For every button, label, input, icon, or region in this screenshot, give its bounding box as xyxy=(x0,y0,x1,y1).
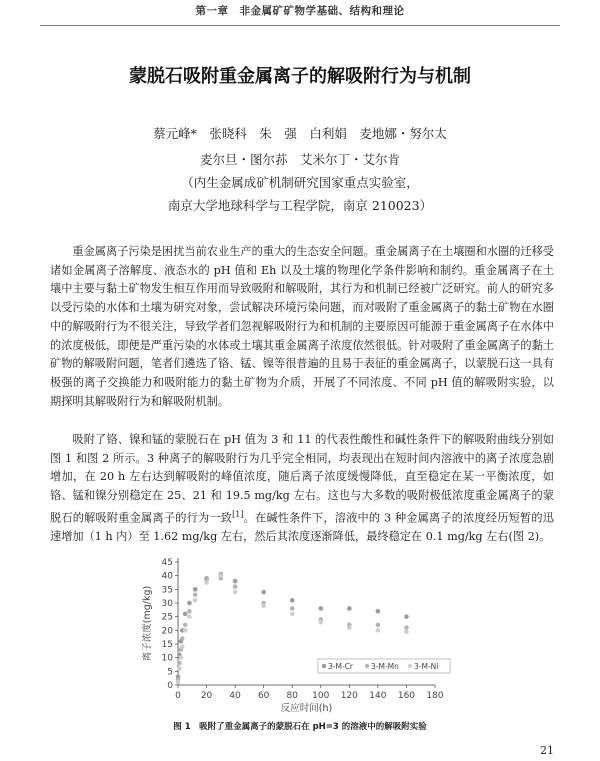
legend-label-3-m-cr: 3-M-Cr xyxy=(328,662,353,671)
x-tick-label: 180 xyxy=(426,691,444,701)
data-point-3-m-mn xyxy=(233,584,238,589)
y-tick-label: 45 xyxy=(161,558,173,568)
x-axis-label: 反应时间(h) xyxy=(280,703,333,714)
data-point-3-m-mn xyxy=(187,609,192,614)
data-point-3-m-ni xyxy=(404,629,409,634)
data-point-3-m-cr xyxy=(261,590,266,595)
data-point-3-m-ni xyxy=(261,603,266,608)
body-paragraph-2 xyxy=(50,431,554,547)
authors-line-2: 麦尔旦・图尔荪 艾米尔丁・艾尔肯 xyxy=(199,152,400,167)
data-point-3-m-cr xyxy=(187,601,192,606)
data-point-3-m-ni xyxy=(233,590,238,595)
data-point-3-m-mn xyxy=(180,636,185,641)
data-point-3-m-ni xyxy=(179,655,184,660)
x-tick-label: 80 xyxy=(286,691,298,701)
y-tick-label: 25 xyxy=(161,612,173,623)
data-point-3-m-cr xyxy=(183,612,188,617)
data-point-3-m-ni xyxy=(318,620,323,625)
data-point-3-m-cr xyxy=(347,606,352,611)
data-point-3-m-mn xyxy=(193,593,198,598)
x-tick-label: 20 xyxy=(200,691,213,701)
data-point-3-m-cr xyxy=(233,579,238,584)
x-tick-label: 140 xyxy=(369,691,387,701)
data-point-3-m-cr xyxy=(404,614,409,619)
data-point-3-m-cr xyxy=(318,606,323,611)
affiliation-line-2: 南京大学地球科学与工程学院，南京 210023） xyxy=(167,198,433,213)
data-point-3-m-ni xyxy=(219,573,224,578)
header-rule xyxy=(40,25,560,26)
y-tick-label: 20 xyxy=(161,626,173,637)
data-point-3-m-ni xyxy=(347,625,352,630)
x-tick-label: 120 xyxy=(340,691,358,701)
desorption-chart xyxy=(0,548,600,718)
running-header: 第一章 非金属矿矿物学基础、结构和理论 xyxy=(195,5,405,17)
x-tick-label: 0 xyxy=(175,691,181,701)
legend-marker-3-m-ni xyxy=(408,664,412,668)
data-point-3-m-mn xyxy=(290,606,295,611)
y-tick-label: 0 xyxy=(167,681,173,691)
data-point-3-m-ni xyxy=(180,644,185,649)
y-tick-label: 5 xyxy=(167,667,173,678)
affiliation-line-1: （内生金属成矿机制研究国家重点实验室， xyxy=(181,175,419,190)
data-point-3-m-cr xyxy=(376,609,381,614)
paragraph-2-text xyxy=(50,431,554,547)
data-point-3-m-ni xyxy=(176,680,181,685)
citation[interactable]: [1] xyxy=(232,509,244,519)
y-tick-label: 15 xyxy=(161,640,173,650)
data-point-3-m-ni xyxy=(204,580,209,585)
data-point-3-m-ni xyxy=(376,628,381,633)
x-tick-label: 60 xyxy=(257,691,270,701)
data-point-3-m-mn xyxy=(404,625,409,630)
legend-marker-3-m-mn xyxy=(365,664,369,668)
data-point-3-m-cr xyxy=(193,587,198,592)
paragraph-2-part-a: 吸附了铬、镍和锰的蒙脱石在 pH 值为 3 和 11 的代表性酸性和碱性条件下的解吸附曲线分别如图 1 和图 2 所示。3 种离子的解吸附行为几乎完全相同，均表现出在短时间内溶液中的离子浓度急剧增加，在 20 h 左右达到解吸附的峰值浓度，随后离子浓度缓慢降低，直至稳定在某一平衡浓度，如铬、锰和镍分别稳定在 25、21 和 19.5 mg/kg 左右。这也与大多数的吸附极低浓度重金属离子的蒙脱石的解吸附重金属离子的行为一致 xyxy=(50,433,554,525)
paper-title: 蒙脱石吸附重金属离子的解吸附行为与机制 xyxy=(129,66,471,87)
data-point-3-m-cr xyxy=(290,598,295,603)
x-tick-label: 100 xyxy=(312,691,330,701)
data-point-3-m-mn xyxy=(183,623,188,628)
data-point-3-m-ni xyxy=(177,666,182,671)
y-tick-label: 30 xyxy=(161,599,173,609)
x-tick-label: 40 xyxy=(229,691,241,701)
y-tick-label: 40 xyxy=(161,571,173,582)
data-point-3-m-mn xyxy=(177,661,182,666)
data-point-3-m-ni xyxy=(290,612,295,617)
body-paragraph-1 xyxy=(50,243,554,411)
data-point-3-m-mn xyxy=(376,623,381,628)
y-tick-label: 10 xyxy=(161,653,173,664)
figure-1 xyxy=(0,548,600,722)
figure-caption: 图 1 吸附了重金属离子的蒙脱石在 pH=3 的溶液中的解吸附实验 xyxy=(173,722,427,732)
paragraph-2-part-b: 。在碱性条件下，溶液中的 3 种金属离子的浓度经历短暂的迅速增加（1 h 内）至 1.62 mg/kg 左右，然后其浓度逐渐降低，最终稳定在 0.1 mg/kg 左右(图 2)。 xyxy=(50,511,554,544)
y-axis-label: 离子浓度(mg/kg) xyxy=(142,585,153,662)
x-tick-label: 160 xyxy=(397,691,416,701)
data-point-3-m-ni xyxy=(183,628,188,633)
legend-label-3-m-mn: 3-M-Mn xyxy=(371,662,399,671)
y-tick-label: 35 xyxy=(161,585,173,596)
data-point-3-m-ni xyxy=(193,598,198,603)
data-point-3-m-ni xyxy=(187,614,192,619)
legend-label-3-m-ni: 3-M-Ni xyxy=(414,662,439,671)
legend-marker-3-m-cr xyxy=(322,664,326,668)
page-number: 21 xyxy=(540,744,554,757)
paragraph-1-text: 重金属离子污染是困扰当前农业生产的重大的生态安全问题。重金属离子在土壤圈和水圈的迁移受诸如金属离子溶解度、液态水的 pH 值和 Eh 以及土壤的物理化学条件影响和制约。重金属离子在土壤中主要与黏土矿物发生相互作用而导致吸附和解吸附，其行为和机制已经被广泛研究。前人的研究多以受污染的水体和土壤为研究对象，尝试解决环境污染问题，而对吸附了重金属离子的黏土矿物在水圈中的解吸附行为不很关注，导致学者们忽视解吸附行为和机制的主要原因可能源于重金属离子在水体中的浓度极低，即便是严重污染的水体或土壤其重金属离子浓度依然很低。针对吸附了重金属离子的黏土矿物的解吸附问题，笔者们遴选了铬、锰、镍等很普遍的且易于表征的重金属离子，以蒙脱石这一具有极强的离子交换能力和吸附能力的黏土矿物为介质，开展了不同浓度、不同 pH 值的解吸附实验，以期探明其解吸附行为和解吸附机制。 xyxy=(50,245,554,408)
authors-line-1: 蔡元峰* 张晓科 朱 强 白利娟 麦地娜・努尔太 xyxy=(153,126,447,141)
